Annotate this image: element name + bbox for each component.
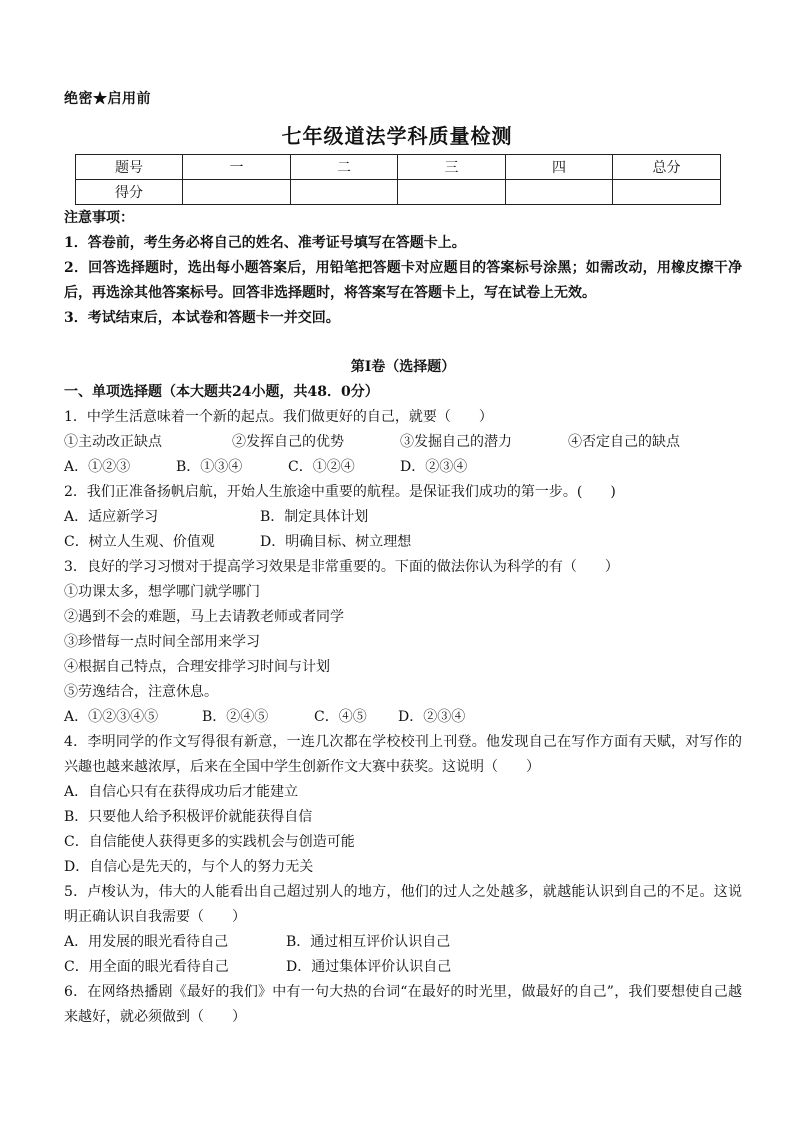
question-stem: 2．我们正准备扬帆启航，开始人生旅途中重要的航程。是保证我们成功的第一步。( ): [64, 484, 616, 500]
score-cell: 一: [183, 155, 291, 180]
answer-option[interactable]: D．通过集体评价认识自己: [286, 959, 452, 975]
answer-option[interactable]: B．②④⑤: [202, 709, 269, 725]
score-input-cell[interactable]: [183, 180, 291, 205]
statement-item: ④否定自己的缺点: [568, 434, 680, 450]
question-items: [64, 430, 742, 455]
notice-heading: 注意事项：: [64, 210, 134, 226]
answer-option[interactable]: D．明确目标、树立理想: [260, 534, 412, 550]
score-input-cell[interactable]: [398, 180, 506, 205]
answer-option[interactable]: A．①②③: [64, 459, 131, 475]
score-cell: 二: [291, 155, 398, 180]
answer-options: [64, 930, 742, 955]
notice-section: [64, 206, 742, 331]
score-table-header-row: [76, 155, 721, 180]
questions-section: [64, 355, 742, 1030]
question-stem: 1．中学生活意味着一个新的起点。我们做更好的自己，就要（ ）: [64, 409, 493, 425]
answer-option[interactable]: B．①③④: [176, 459, 243, 475]
answer-option[interactable]: D．②③④: [400, 459, 468, 475]
section-title: 第Ⅰ卷（选择题）: [350, 359, 456, 375]
answer-option[interactable]: A．①②③④⑤: [64, 709, 159, 725]
score-cell: 总分: [613, 155, 721, 180]
answer-option[interactable]: B．通过相互评价认识自己: [286, 934, 451, 950]
score-table-score-row: [76, 180, 721, 205]
part-title: 一、单项选择题（本大题共24小题，共48．0分）: [64, 384, 379, 400]
answer-options: [64, 705, 742, 730]
question-stem: 4．李明同学的作文写得很有新意，一连几次都在学校校刊上刊登。他发现自己在写作方面有天赋，对写作的兴趣也越来越浓厚，后来在全国中学生创新作文大赛中获奖。这说明（ ）: [64, 734, 742, 775]
answer-option[interactable]: A．自信心只有在获得成功后才能建立: [64, 784, 299, 800]
answer-option[interactable]: D．自信心是先天的，与个人的努力无关: [64, 859, 314, 875]
answer-options: [64, 530, 742, 555]
answer-options: [64, 955, 742, 980]
answer-option[interactable]: B．只要他人给予积极评价就能获得自信: [64, 809, 313, 825]
statement-item: ①主动改正缺点: [64, 434, 162, 450]
answer-options: [64, 505, 742, 530]
answer-option[interactable]: C．用全面的眼光看待自己: [64, 959, 229, 975]
answer-option[interactable]: C．自信能使人获得更多的实践机会与创造可能: [64, 834, 355, 850]
answer-option[interactable]: D．②③④: [398, 709, 466, 725]
statement-item: ①功课太多，想学哪门就学哪门: [64, 584, 260, 600]
notice-item-1: 1．答卷前，考生务必将自己的姓名、准考证号填写在答题卡上。: [64, 235, 466, 251]
answer-options: [64, 455, 742, 480]
answer-option[interactable]: B．制定具体计划: [260, 509, 369, 525]
statement-item: ③珍惜每一点时间全部用来学习: [64, 634, 260, 650]
question-stem: 6．在网络热播剧《最好的我们》中有一句大热的台词“在最好的时光里，做最好的自己”，我们要想使自己越来越好，就必须做到（ ）: [64, 984, 742, 1025]
score-input-cell[interactable]: [291, 180, 398, 205]
statement-item: ⑤劳逸结合，注意休息。: [64, 684, 218, 700]
statement-item: ②遇到不会的难题，马上去请教老师或者同学: [64, 609, 344, 625]
notice-item-3: 3．考试结束后，本试卷和答题卡一并交回。: [64, 310, 340, 326]
score-cell: 四: [506, 155, 613, 180]
answer-option[interactable]: A．用发展的眼光看待自己: [64, 934, 229, 950]
notice-item-2: 2．回答选择题时，选出每小题答案后，用铅笔把答题卡对应题目的答案标号涂黑；如需改动，用橡皮擦干净后，再选涂其他答案标号。回答非选择题时，将答案写在答题卡上，写在试卷上无效。: [64, 260, 742, 301]
score-cell: 题号: [76, 155, 183, 180]
page-title: 七年级道法学科质量检测: [281, 124, 513, 148]
score-cell: 三: [398, 155, 506, 180]
answer-option[interactable]: A．适应新学习: [64, 509, 159, 525]
answer-option[interactable]: C．①②④: [288, 459, 355, 475]
answer-option[interactable]: C．④⑤: [314, 709, 367, 725]
score-input-cell[interactable]: [506, 180, 613, 205]
statement-item: ③发掘自己的潜力: [400, 434, 512, 450]
statement-item: ②发挥自己的优势: [232, 434, 344, 450]
question-stem: 3．良好的学习习惯对于提高学习效果是非常重要的。下面的做法你认为科学的有（ ）: [64, 559, 619, 575]
confidential-label: 绝密★启用前: [64, 91, 151, 107]
score-table: [75, 154, 721, 205]
statement-item: ④根据自己特点，合理安排学习时间与计划: [64, 659, 330, 675]
score-cell: 得分: [76, 180, 183, 205]
score-input-cell[interactable]: [613, 180, 721, 205]
answer-option[interactable]: C．树立人生观、价值观: [64, 534, 215, 550]
question-stem: 5．卢梭认为，伟大的人能看出自己超过别人的地方，他们的过人之处越多，就越能认识到自己的不足。这说明正确认识自我需要（ ）: [64, 884, 742, 925]
